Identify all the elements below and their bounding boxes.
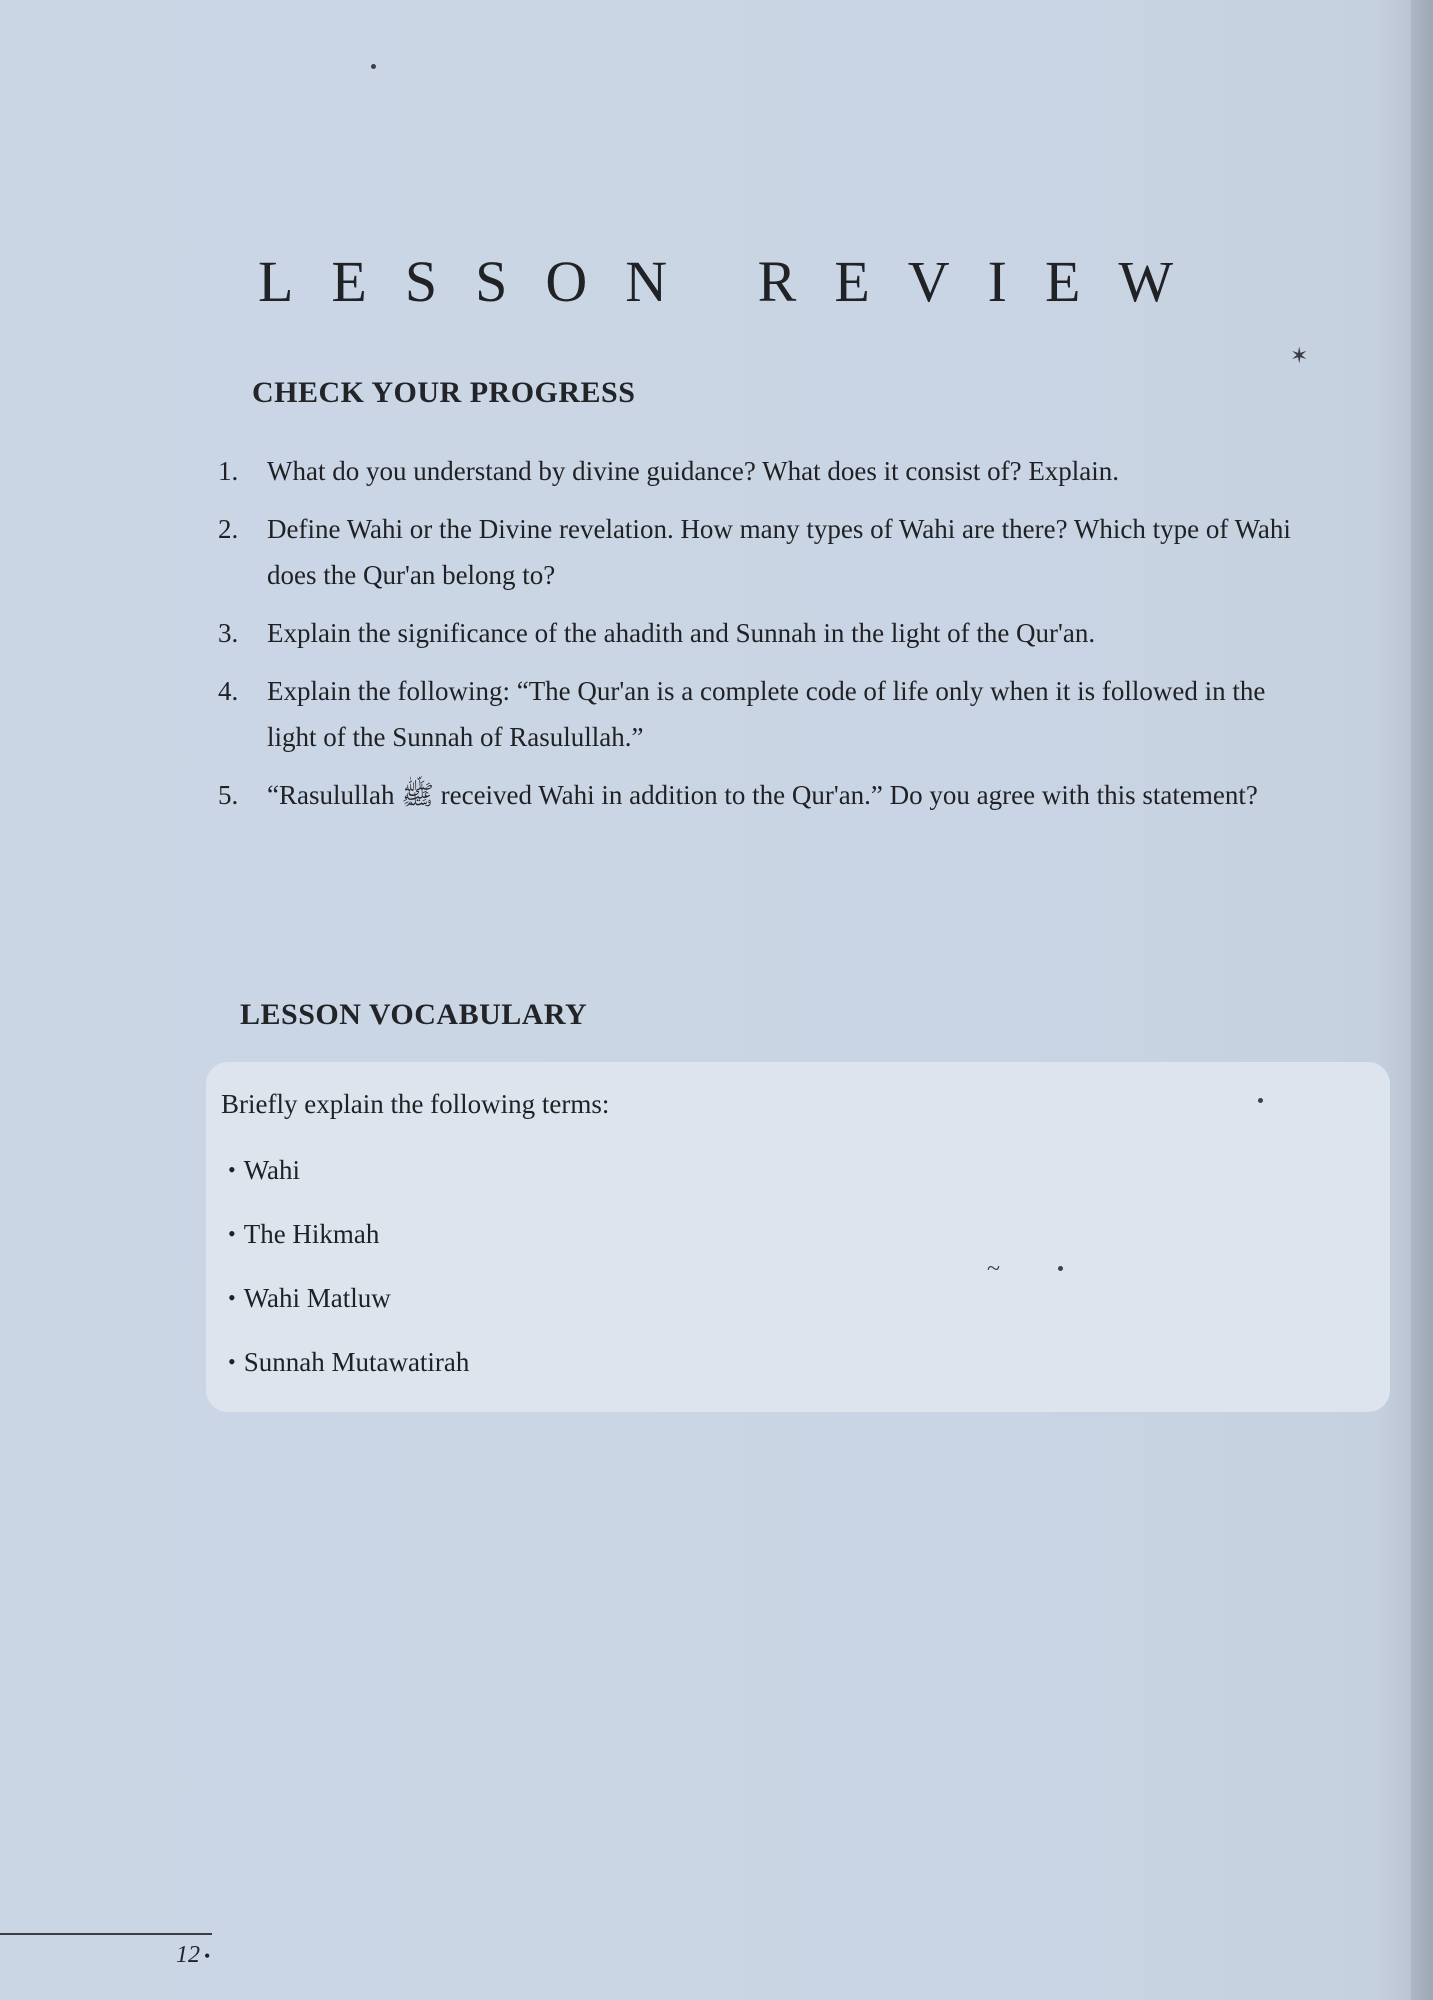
- check-progress-heading: CHECK YOUR PROGRESS: [252, 376, 636, 409]
- question-number: 1.: [218, 456, 239, 486]
- ink-stroke-icon: ~: [987, 1256, 1000, 1282]
- ink-stroke-icon: ✶: [1290, 343, 1309, 368]
- bullet-icon: •: [228, 1285, 236, 1310]
- vocabulary-term: [228, 1152, 469, 1188]
- review-question: [210, 448, 1310, 494]
- bullet-icon: •: [228, 1349, 236, 1374]
- lesson-title: LESSON REVIEW: [258, 249, 1212, 314]
- page-number: [176, 1942, 210, 1969]
- vocabulary-term-list: [228, 1152, 469, 1408]
- page-edge: [1411, 0, 1433, 2000]
- bullet-icon: •: [228, 1157, 236, 1182]
- question-text: What do you understand by divine guidance? What does it consist of? Explain.: [267, 456, 1120, 486]
- review-question: [210, 610, 1310, 656]
- review-question: [210, 772, 1310, 818]
- question-text: “Rasulullah ﷺ received Wahi in addition to the Qur'an.” Do you agree with this statement?: [267, 780, 1258, 810]
- ink-speck: [371, 64, 376, 69]
- page-number-separator: •: [204, 1946, 211, 1966]
- ink-speck: [1058, 1266, 1063, 1271]
- vocabulary-term-label: Sunnah Mutawatirah: [243, 1347, 470, 1377]
- vocabulary-term: [228, 1280, 469, 1316]
- question-text: Explain the significance of the ahadith and Sunnah in the light of the Qur'an.: [267, 618, 1096, 648]
- vocabulary-instructions: Briefly explain the following terms:: [221, 1089, 610, 1119]
- bullet-icon: •: [228, 1221, 236, 1246]
- lesson-vocabulary-heading: LESSON VOCABULARY: [240, 998, 588, 1031]
- question-number: 5.: [218, 780, 239, 810]
- ink-speck: [1258, 1098, 1263, 1103]
- footer-rule: [0, 1933, 212, 1935]
- question-number: 2.: [218, 514, 239, 544]
- review-question: [210, 506, 1310, 598]
- page-number-value: 12: [176, 1942, 200, 1968]
- question-number: 3.: [218, 618, 239, 648]
- vocabulary-term-label: The Hikmah: [243, 1219, 380, 1249]
- vocabulary-term-label: Wahi: [243, 1155, 301, 1185]
- vocabulary-term: [228, 1344, 469, 1380]
- review-question: [210, 668, 1310, 760]
- question-text: Explain the following: “The Qur'an is a complete code of life only when it is followed in the light of the Sunnah of Rasulullah.”: [267, 676, 1266, 752]
- vocabulary-term: [228, 1216, 469, 1252]
- vocabulary-term-label: Wahi Matluw: [243, 1283, 391, 1313]
- vocabulary-panel: [206, 1062, 1390, 1412]
- review-question-list: [210, 448, 1310, 830]
- question-text: Define Wahi or the Divine revelation. How many types of Wahi are there? Which type of Wahi does the Qur'an belong to?: [267, 514, 1291, 590]
- question-number: 4.: [218, 676, 239, 706]
